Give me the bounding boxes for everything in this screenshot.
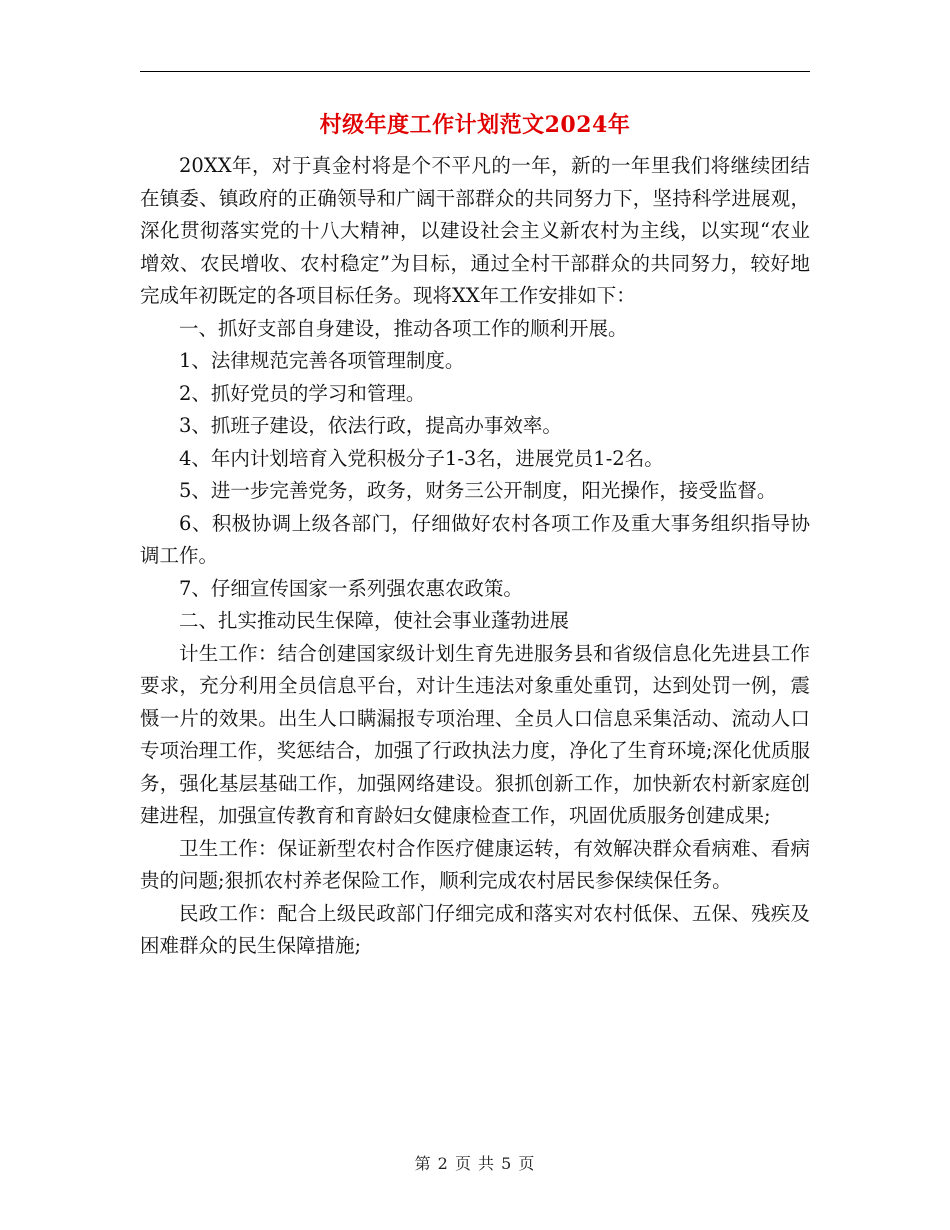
intro-paragraph: 20XX年，对于真金村将是个不平凡的一年，新的一年里我们将继续团结在镇委、镇政府的正确领导和广阔干部群众的共同努力下，坚持科学进展观，深化贯彻落实党的十八大精神，以建设社会主义新农村为主线，以实现“农业增效、农民增收、农村稳定”为目标，通过全村干部群众的共同努力，较好地完成年初既定的各项目标任务。现将XX年工作安排如下： [140,154,810,307]
health-paragraph: 卫生工作：保证新型农村合作医疗健康运转，有效解决群众看病难、看病贵的问题;狠抓农村养老保险工作，顺利完成农村居民参保续保任务。 [140,836,810,892]
list-item-1: 1、法律规范完善各项管理制度。 [179,349,465,372]
list-item-4: 4、年内计划培育入党积极分子1-3名，进展党员1-2名。 [179,446,664,470]
header-rule [140,71,810,72]
list-item-3: 3、抓班子建设，依法行政，提高办事效率。 [179,414,562,437]
family-planning-paragraph: 计生工作：结合创建国家级计划生育先进服务县和省级信息化先进县工作要求，充分利用全员信息平台，对计生违法对象重处重罚，达到处罚一例，震慑一片的效果。出生人口瞒漏报专项治理、全员人口信息采集活动、流动人口专项治理工作，奖惩结合，加强了行政执法力度，净化了生育环境;深化优质服务，强化基层基础工作，加强网络建设。狠抓创新工作，加快新农村新家庭创建进程，加强宣传教育和育龄妇女健康检查工作，巩固优质服务创建成果; [140,641,810,827]
civil-affairs-paragraph: 民政工作：配合上级民政部门仔细完成和落实对农村低保、五保、残疾及困难群众的民生保障措施; [140,901,810,957]
list-item-5: 5、进一步完善党务，政务，财务三公开制度，阳光操作，接受监督。 [179,479,777,502]
document-title: 村级年度工作计划范文2024年 [319,112,631,138]
page-indicator: 第 2 页 共 5 页 [414,1154,536,1173]
list-item-6: 6、积极协调上级各部门，仔细做好农村各项工作及重大事务组织指导协调工作。 [140,511,810,567]
list-item-7: 7、仔细宣传国家一系列强农惠农政策。 [179,576,523,600]
section-heading-2: 二、扎实推动民生保障，使社会事业蓬勃进展 [179,609,570,632]
document-body [140,150,810,963]
section-heading-1: 一、抓好支部自身建设，推动各项工作的顺利开展。 [179,316,628,340]
list-item-2: 2、抓好党员的学习和管理。 [179,381,426,405]
